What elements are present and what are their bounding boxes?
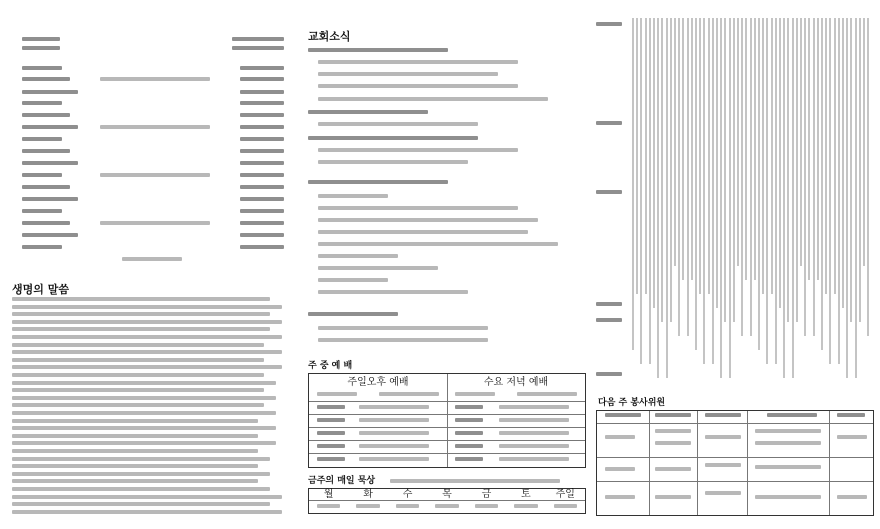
vertical-text-column (829, 18, 831, 364)
meditation-entry (317, 504, 340, 508)
vertical-text-column (649, 18, 651, 364)
sermon-line (12, 457, 270, 461)
news-line (318, 254, 398, 258)
sermon-line (12, 434, 258, 438)
vertical-text-column (821, 18, 823, 350)
vertical-text-column (779, 18, 781, 308)
order-label (22, 66, 62, 70)
weekday-0: 월 (323, 489, 334, 500)
table-cell (379, 392, 439, 396)
helper-header (837, 413, 865, 417)
vertical-text-column (653, 18, 655, 308)
order-detail (100, 173, 210, 177)
news-line (308, 136, 478, 140)
sermon-line (12, 472, 270, 476)
table-cell (499, 457, 569, 461)
sermon-line (12, 419, 258, 423)
order-label (22, 209, 62, 213)
afternoon-worship-title: 주일오후 예배 (347, 377, 409, 388)
news-line (318, 290, 468, 294)
vertical-text-column (850, 18, 852, 322)
news-line (318, 148, 518, 152)
vertical-text-column (867, 18, 869, 336)
table-cell (499, 418, 569, 422)
meditation-subtitle (390, 479, 560, 483)
vertical-text-column (762, 18, 764, 294)
meditation-entry (554, 504, 577, 508)
vertical-text-column (691, 18, 693, 280)
helper-name (837, 435, 867, 439)
sermon-line (12, 510, 282, 514)
order-role (240, 197, 284, 201)
next-week-table (596, 410, 874, 516)
order-role (240, 77, 284, 81)
vertical-text-column (687, 18, 689, 336)
sermon-line (12, 350, 282, 354)
vertical-text-column (838, 18, 840, 364)
order-label (22, 161, 78, 165)
next-week-heading: 다음 주 봉사위원 (598, 398, 666, 408)
meditation-entry (396, 504, 419, 508)
table-cell (455, 444, 483, 448)
order-role (240, 173, 284, 177)
helper-name (655, 495, 691, 499)
helper-name (837, 495, 867, 499)
weekday-1: 화 (363, 489, 373, 500)
helper-name (655, 429, 691, 433)
meditation-table (308, 488, 586, 514)
order-label (22, 233, 78, 237)
sermon-line (12, 411, 276, 415)
sermon-line (12, 449, 258, 453)
worship-table (308, 373, 586, 468)
news-line (308, 180, 448, 184)
vertical-text-column (800, 18, 802, 266)
sermon-line (12, 495, 282, 499)
vertical-text-column (708, 18, 710, 294)
order-detail (100, 221, 210, 225)
vertical-text-column (712, 18, 714, 364)
preacher-line (232, 37, 284, 41)
weekday-2: 수 (402, 489, 413, 500)
vertical-text-column (863, 18, 865, 266)
vertical-text-column (682, 18, 684, 280)
table-cell (499, 444, 569, 448)
sermon-line (12, 365, 282, 369)
order-label (22, 173, 62, 177)
service-time-line (22, 46, 60, 50)
sermon-line (12, 381, 276, 385)
order-role (240, 101, 284, 105)
vertical-text-column (729, 18, 731, 378)
sermon-line (12, 426, 276, 430)
helper-name (605, 467, 635, 471)
news-line (318, 266, 438, 270)
order-label (22, 245, 62, 249)
vertical-text-column (699, 18, 701, 294)
meditation-heading: 금주의 매일 묵상 (308, 476, 376, 486)
helper-name (655, 441, 691, 445)
vertical-text-column (817, 18, 819, 280)
sermon-line (12, 464, 258, 468)
helper-header (767, 413, 817, 417)
order-role (240, 245, 284, 249)
vertical-label (596, 318, 622, 322)
vertical-text-column (834, 18, 836, 294)
vertical-text-column (792, 18, 794, 378)
table-cell (455, 405, 483, 409)
order-label (22, 113, 70, 117)
service-time-line (22, 37, 60, 41)
news-line (308, 48, 448, 52)
vertical-text-column (695, 18, 697, 350)
table-cell (455, 392, 495, 396)
vertical-text-column (783, 18, 785, 378)
order-label (22, 77, 70, 81)
order-detail (100, 125, 210, 129)
sermon-heading: 생명의 말씀 (12, 283, 69, 296)
table-cell (359, 418, 429, 422)
order-role (240, 149, 284, 153)
weekday-4: 금 (481, 489, 492, 500)
news-line (318, 242, 558, 246)
vertical-text-column (855, 18, 857, 378)
weekday-worship-heading: 주 중 예 배 (308, 361, 353, 371)
wednesday-worship-title: 수요 저녁 예배 (483, 377, 549, 388)
sermon-line (12, 358, 264, 362)
meditation-entry (435, 504, 458, 508)
news-line (318, 60, 518, 64)
vertical-text-column (741, 18, 743, 336)
vertical-text-column (670, 18, 672, 322)
vertical-text-column (771, 18, 773, 294)
sermon-line (12, 396, 276, 400)
order-role (240, 221, 284, 225)
table-cell (317, 431, 345, 435)
sermon-line (12, 305, 282, 309)
helper-header (655, 413, 691, 417)
order-role (240, 137, 284, 141)
order-role (240, 90, 284, 94)
table-cell (455, 457, 483, 461)
vertical-text-column (842, 18, 844, 308)
vertical-text-column (666, 18, 668, 378)
vertical-text-column (674, 18, 676, 266)
vertical-text-column (657, 18, 659, 378)
helper-name (655, 467, 691, 471)
vertical-text-column (754, 18, 756, 280)
helper-header (705, 413, 741, 417)
table-cell (499, 431, 569, 435)
vertical-text-column (636, 18, 638, 294)
meditation-entry (475, 504, 498, 508)
sermon-line (12, 320, 282, 324)
vertical-text-column (724, 18, 726, 322)
table-cell (317, 405, 345, 409)
table-cell (359, 405, 429, 409)
sermon-line (12, 487, 270, 491)
news-line (308, 110, 428, 114)
news-heading: 교회소식 (308, 30, 351, 43)
table-cell (317, 392, 357, 396)
vertical-text-column (825, 18, 827, 294)
vertical-text-column (733, 18, 735, 322)
vertical-text-column (720, 18, 722, 378)
news-line (318, 72, 498, 76)
table-cell (359, 431, 429, 435)
helper-name (705, 463, 741, 467)
sermon-line (12, 441, 276, 445)
table-cell (499, 405, 569, 409)
news-line (318, 230, 528, 234)
order-role (240, 209, 284, 213)
helper-name (755, 429, 821, 433)
news-line (318, 97, 548, 101)
order-label (22, 149, 70, 153)
vertical-text-column (645, 18, 647, 294)
news-line (318, 218, 538, 222)
table-cell (359, 444, 429, 448)
news-line (318, 338, 488, 342)
news-line (318, 160, 468, 164)
order-detail (100, 77, 210, 81)
helper-name (705, 435, 741, 439)
order-role (240, 233, 284, 237)
vertical-label (596, 22, 622, 26)
vertical-text-column (859, 18, 861, 322)
sermon-line (12, 343, 264, 347)
news-line (318, 326, 488, 330)
preacher-line (232, 46, 284, 50)
vertical-text-column (796, 18, 798, 322)
vertical-text-column (703, 18, 705, 364)
news-line (318, 84, 518, 88)
vertical-text-column (804, 18, 806, 336)
news-line (318, 194, 388, 198)
meditation-entry (514, 504, 537, 508)
vertical-text-column (775, 18, 777, 364)
helper-header (605, 413, 641, 417)
order-footnote (122, 257, 182, 261)
meditation-entry (356, 504, 379, 508)
order-label (22, 90, 78, 94)
vertical-text-column (661, 18, 663, 322)
vertical-text-column (813, 18, 815, 336)
vertical-label (596, 372, 622, 376)
sermon-line (12, 479, 258, 483)
helper-name (755, 441, 821, 445)
sermon-line (12, 297, 270, 301)
vertical-text-column (632, 18, 634, 350)
vertical-text-column (640, 18, 642, 364)
vertical-text-column (766, 18, 768, 364)
vertical-text-column (678, 18, 680, 336)
vertical-text-column (716, 18, 718, 308)
vertical-text-column (808, 18, 810, 280)
vertical-label (596, 121, 622, 125)
sermon-line (12, 388, 264, 392)
order-role (240, 113, 284, 117)
table-cell (359, 457, 429, 461)
vertical-text-column (787, 18, 789, 322)
helper-name (755, 495, 821, 499)
sermon-line (12, 327, 270, 331)
table-cell (317, 457, 345, 461)
vertical-label (596, 190, 622, 194)
order-role (240, 161, 284, 165)
helper-name (605, 435, 635, 439)
sermon-line (12, 403, 264, 407)
table-cell (455, 431, 483, 435)
weekday-5: 토 (521, 489, 531, 500)
order-role (240, 125, 284, 129)
sermon-line (12, 312, 270, 316)
weekday-6: 주일 (555, 489, 575, 500)
vertical-text-column (750, 18, 752, 336)
sermon-line (12, 373, 264, 377)
news-line (318, 278, 388, 282)
table-cell (455, 418, 483, 422)
vertical-text-column (737, 18, 739, 266)
helper-name (605, 495, 635, 499)
helper-name (705, 491, 741, 495)
vertical-text-column (758, 18, 760, 350)
news-line (318, 122, 478, 126)
order-role (240, 185, 284, 189)
vertical-label (596, 302, 622, 306)
order-label (22, 185, 70, 189)
vertical-text-column (846, 18, 848, 378)
sermon-line (12, 502, 270, 506)
news-line (308, 312, 398, 316)
order-label (22, 221, 70, 225)
news-line (318, 206, 518, 210)
weekday-3: 목 (442, 489, 452, 500)
table-cell (317, 418, 345, 422)
order-label (22, 101, 62, 105)
order-label (22, 125, 78, 129)
helper-name (755, 465, 821, 469)
order-label (22, 137, 62, 141)
order-role (240, 66, 284, 70)
order-label (22, 197, 78, 201)
sermon-line (12, 335, 282, 339)
table-cell (517, 392, 577, 396)
vertical-text-column (745, 18, 747, 280)
table-cell (317, 444, 345, 448)
